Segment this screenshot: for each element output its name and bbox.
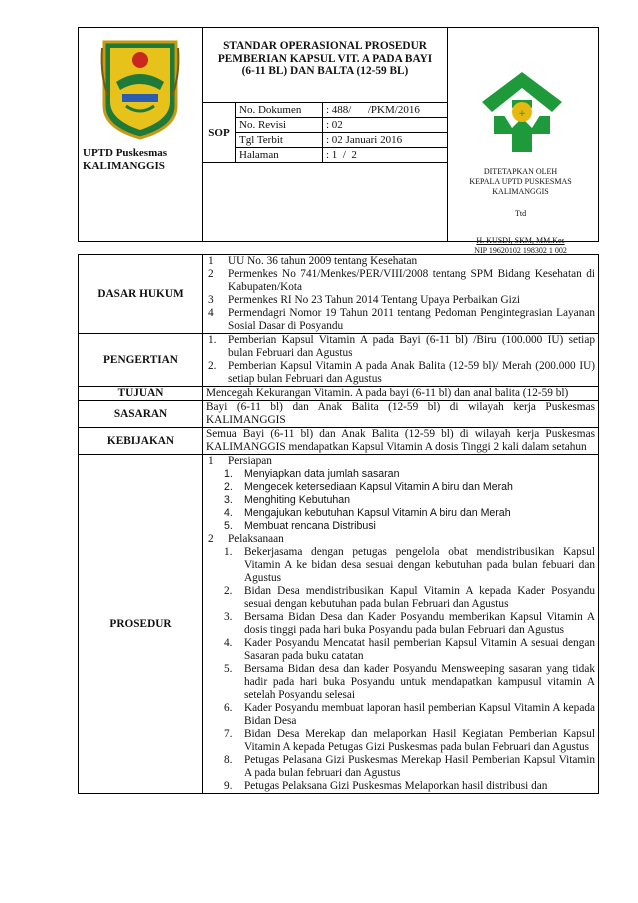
list-item: 1. Menyiapkan data jumlah sasaran [224,468,400,480]
sop-title-line-2: PEMBERIAN KAPSUL VIT. A PADA BAYI [217,52,433,65]
persiapan-list [206,468,595,533]
meta-value-terbit: : 02 Januari 2016 [323,133,448,148]
list-item: 2. Pemberian Kapsul Vitamin A pada Anak Balita (12-59 bl)/ Merah (200.000 IU) setiap bulan Februari dan Agustus [208,360,595,385]
list-item: 1. Pemberian Kapsul Vitamin A pada Bayi (6-11 bl) /Biru (100.000 IU) setiap bulan Februari dan Agustus [208,334,595,359]
tujuan-text: Mencegah Kekurangan Vitamin. A pada bayi (6-11 bl) dan anal balita (12-59 bl) [203,387,599,401]
label-tujuan: TUJUAN [79,387,203,401]
signatory-nip: NIP 19620102 198302 1 002 [474,246,567,255]
list-item: 3. Menghiting Kebutuhan [224,494,351,506]
list-item: 2. Mengecek ketersediaan Kapsul Vitamin A biru dan Merah [224,481,513,493]
puskesmas-logo-icon [472,66,572,156]
signatory-name: H. KUSDI, SKM, MM.Kes [476,236,565,245]
list-item: 1. Bekerjasama dengan petugas pengelola obat mendistribusikan Kapsul Vitamin A ke bidan desa sesuai dengan kebutuhan pada bulan febuari dan Agustus [224,546,595,584]
signature-mark: Ttd [514,209,527,218]
list-item: 6. Kader Posyandu membuat laporan hasil pemberian Kapsul Vitamin A kepada Bidan Desa [224,702,595,727]
dasar-hukum-list [206,255,595,333]
regency-crest-icon [100,36,180,140]
meta-value-dokumen: : 488/ /PKM/2016 [323,103,448,118]
svg-text:+: + [518,109,526,119]
sop-title-line-3: (6-11 BL) DAN BALTA (12-59 BL) [241,65,409,77]
pelaksanaan-list [206,546,595,793]
sop-title-cell [203,28,448,103]
kebijakan-text: Semua Bayi (6-11 bl) dan Anak Balita (12-59 bl) di wilayah kerja Puskesmas KALIMANGGIS mendapatkan Kapsul Vitamin A dosis Tinggi 2 kali dalam setahun [203,428,599,455]
list-item: 7. Bidan Desa Merekap dan melaporkan Hasil Kegiatan Pemberian Kapsul Vitamin A kepada Petugas Gizi Puskesmas pada bulan Februari dan Agustus [224,728,595,753]
approval-cell [448,28,599,255]
prosedur-content [203,455,599,794]
approval-line-3: KALIMANGGIS [492,187,549,196]
list-item: 4. Kader Posyandu Mencatat hasil pemberian Kapsul Vitamin A sesuai dengan Sasaran pada buku catatan [224,637,595,662]
meta-label-terbit: Tgl Terbit [236,133,323,148]
pengertian-content [203,334,599,387]
label-kebijakan: KEBIJAKAN [79,428,203,455]
label-pengertian: PENGERTIAN [79,334,203,387]
list-item: 2 Pelaksanaan [208,533,284,545]
meta-label-halaman: Halaman [236,148,323,163]
list-item: 8. Petugas Pelasana Gizi Puskesmas Merekap Hasil Pemberian Kapsul Vitamin A pada bulan februari dan Agustus [224,754,595,779]
org-cell [79,28,203,242]
list-item: 5. Bersama Bidan desa dan kader Posyandu Mensweeping sasaran yang tidak hadir pada hari buka Posyandu untuk mendapatkan kampusul vitamin A setelah Posyandu selesai [224,663,595,701]
list-item: 4. Mengajukan kebutuhan Kapsul Vitamin A biru dan Merah [224,507,511,519]
pengertian-list [206,334,595,386]
meta-value-halaman: : 1 / 2 [323,148,448,163]
list-item: 5. Membuat rencana Distribusi [224,520,376,532]
list-item: 2. Bidan Desa mendistribusikan Kapul Vitamin A kepada Kader Posyandu sesuai dengan kebutuhan pada bulan Februari dan Agustus [224,585,595,610]
approval-line-1: DITETAPKAN OLEH [483,167,558,176]
sop-label: SOP [203,103,236,163]
prosedur-list-2 [206,533,595,546]
sop-title-line-1: STANDAR OPERASIONAL PROSEDUR [223,40,427,52]
empty-cell [203,163,448,242]
label-sasaran: SASARAN [79,401,203,428]
list-item: 4 Permendagri Nomor 19 Tahun 2011 tentang Pedoman Pengintegrasian Layanan Sosial Dasar di Posyandu [208,307,595,332]
meta-value-revisi: : 02 [323,118,448,133]
list-item: 1 UU No. 36 tahun 2009 tentang Kesehatan [208,255,418,267]
meta-label-revisi: No. Revisi [236,118,323,133]
sasaran-text: Bayi (6-11 bl) dan Anak Balita (12-59 bl) di wilayah kerja Puskesmas KALIMANGGIS [203,401,599,428]
list-item: 9. Petugas Pelaksana Gizi Puskesmas Melaporkan hasil distribusi dan [224,780,548,792]
label-dasar-hukum: DASAR HUKUM [79,255,203,334]
list-item: 2 Permenkes No 741/Menkes/PER/VIII/2008 tentang SPM Bidang Kesehatan di Kabupaten/Kota [208,268,595,293]
label-prosedur: PROSEDUR [79,455,203,794]
list-item: 3 Permenkes RI No 23 Tahun 2014 Tentang Upaya Perbaikan Gizi [208,294,520,306]
approval-line-2: KEPALA UPTD PUSKESMAS [469,177,572,186]
prosedur-list [206,455,595,468]
sop-header-table [78,27,599,255]
sop-body-table [78,254,599,794]
list-item: 1 Persiapan [208,455,272,467]
org-name: UPTD Puskesmas KALIMANGGIS [83,147,168,172]
list-item: 3. Bersama Bidan Desa dan Kader Posyandu memberikan Kapsul Vitamin A dosis tinggi pada hari buka Posyandu pada bulan Februari dan Agustus [224,611,595,636]
meta-label-dokumen: No. Dokumen [236,103,323,118]
dasar-hukum-content [203,255,599,334]
